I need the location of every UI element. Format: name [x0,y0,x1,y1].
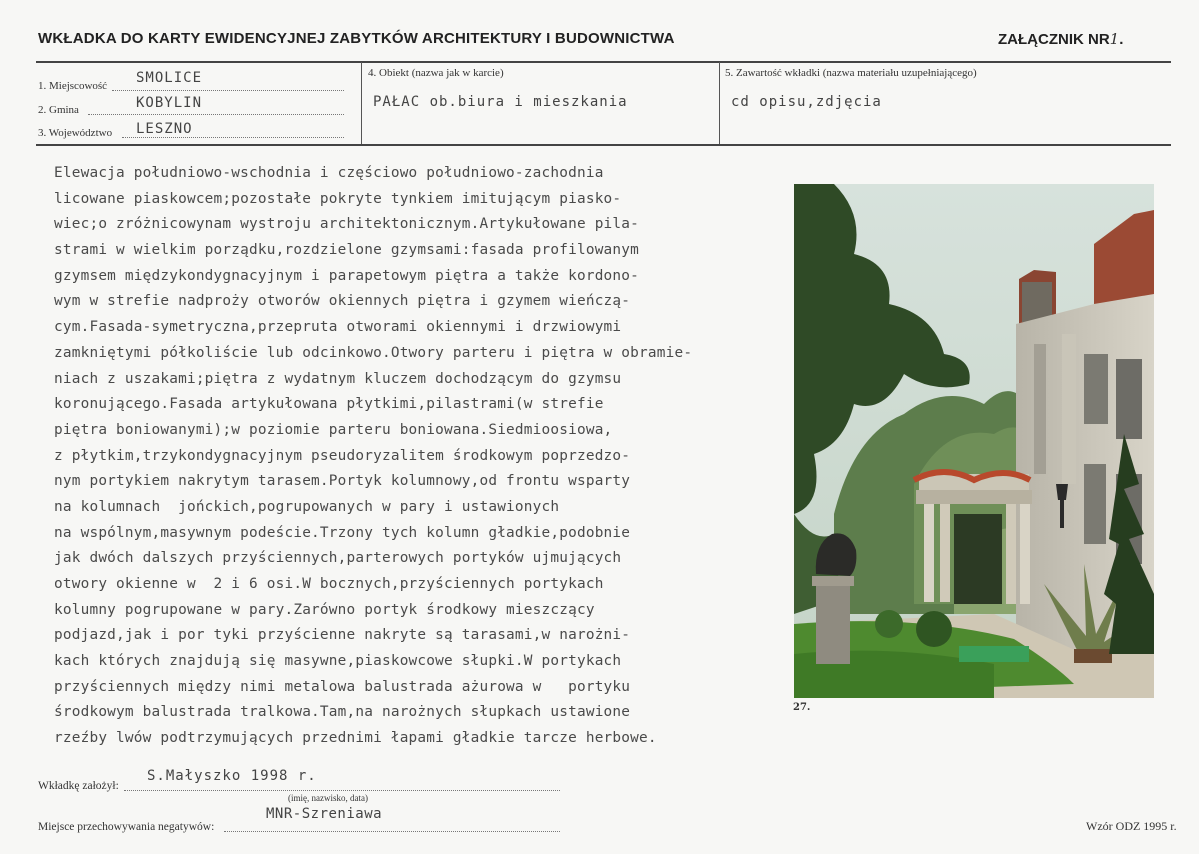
palace-photo [794,184,1154,698]
description-line: kolumny pogrupowane w pary.Zarówno portyk środkowy mieszczący [54,601,595,618]
description-line: podjazd,jak i por tyki przyścienne nakryte są tarasami,w narożni- [54,627,631,644]
top-rule [36,61,1171,63]
negatywy-dots [224,831,560,832]
description-line: otwory okienne w 2 i 6 osi.W bocznych,przyściennych portykach [54,576,604,592]
description-line: na kolumnach jońckich,pogrupowanych w pary i ustawionych [54,498,560,515]
negatywy-value: MNR-Szreniawa [266,806,383,822]
description-line: przyściennych między nimi metalowa balustrada ażurowa w portyku [54,678,631,695]
form-pattern-label: Wzór ODZ 1995 r. [1086,819,1177,833]
description-line: rzeźby lwów podtrzymujących przednimi łapami gładkie tarcze herbowe. [54,730,657,747]
wojewodztwo-label: 3. Województwo [38,127,113,139]
description-line: niach z uszakami;piętra z wydatnym kluczem dochodzącym do gzymsu [54,370,622,387]
negatywy-label: Miejsce przechowywania negatywów: [38,821,215,833]
description-line: licowane piaskowcem;pozostałe pokryte tynkiem imitującym piasko- [54,190,622,207]
description-line: Elewacja południowo-wschodnia i częściowo południowo-zachodnia [54,165,604,181]
annex-label: ZAŁĄCZNIK NR1. [998,30,1124,48]
wojewodztwo-value: LESZNO [136,121,193,137]
annex-label-text: ZAŁĄCZNIK NR [998,31,1110,48]
description-line: piętra boniowanymi);w poziomie parteru boniowana.Siedmioosiowa, [54,421,613,438]
description-line: zamkniętymi półkoliście lub odcinkowo.Otwory parteru i piętra w obramie- [54,344,693,361]
zalozyl-label: Wkładkę założył: [38,780,119,792]
description-line: wym w strefie nadproży otworów okiennych piętra i gzymem wieńczą- [54,293,631,310]
fields-bottom-rule [36,144,1171,146]
zawartosc-label: 5. Zawartość wkładki (nazwa materiału uzupełniającego) [725,67,977,79]
zalozyl-hint: (imię, nazwisko, data) [288,793,368,803]
miejscowosc-dots [112,90,344,91]
column-divider-1 [361,62,362,144]
description-line: jak dwóch dalszych przyściennych,parterowych portyków ujmujących [54,550,622,567]
gmina-dots [88,114,344,115]
description-line: koronującego.Fasada artykułowana płytkimi,pilastrami(w strefie [54,396,604,413]
zawartosc-value: cd opisu,zdjęcia [731,94,882,110]
description-line: gzymsem międzykondygnacyjnym i parapetowym piętra a także kordono- [54,267,640,284]
description-line: z płytkim,trzykondygnacyjnym pseudoryzalitem środkowym poprzedzo- [54,447,631,464]
zalozyl-value: S.Małyszko 1998 r. [147,768,317,784]
description-text [54,161,692,752]
column-divider-2 [719,62,720,144]
photo-number: 27. [793,702,811,713]
description-line: na wspólnym,masywnym podeście.Trzony tych kolumn gładkie,podobnie [54,524,631,541]
palace-photo-illustration [794,184,1154,698]
form-title: WKŁADKA DO KARTY EWIDENCYJNEJ ZABYTKÓW ARCHITEKTURY I BUDOWNICTWA [38,30,675,47]
wojewodztwo-dots [122,137,344,138]
description-line: strami w wielkim porządku,rozdzielone gzymsami:fasada profilowanym [54,242,640,259]
gmina-value: KOBYLIN [136,95,203,111]
gmina-label: 2. Gmina [38,104,79,116]
obiekt-label: 4. Obiekt (nazwa jak w karcie) [368,67,504,79]
miejscowosc-label: 1. Miejscowość [38,80,108,92]
description-line: cym.Fasada-symetryczna,przepruta otworami okiennymi i drzwiowymi [54,319,622,336]
description-line: środkowym balustrada tralkowa.Tam,na narożnych słupkach ustawione [54,704,631,721]
miejscowosc-value: SMOLICE [136,70,203,86]
zalozyl-dots [124,790,560,791]
obiekt-value: PAŁAC ob.biura i mieszkania [373,94,628,110]
description-line: wiec;o zróżnicowynam wystroju architektonicznym.Artykułowane pila- [54,216,640,233]
description-line: nym portykiem nakrytym tarasem.Portyk kolumnowy,od frontu wsparty [54,473,631,490]
annex-number: 1 [1109,30,1120,48]
description-line: kach których znajdują się masywne,piaskowcowe słupki.W portykach [54,653,622,670]
